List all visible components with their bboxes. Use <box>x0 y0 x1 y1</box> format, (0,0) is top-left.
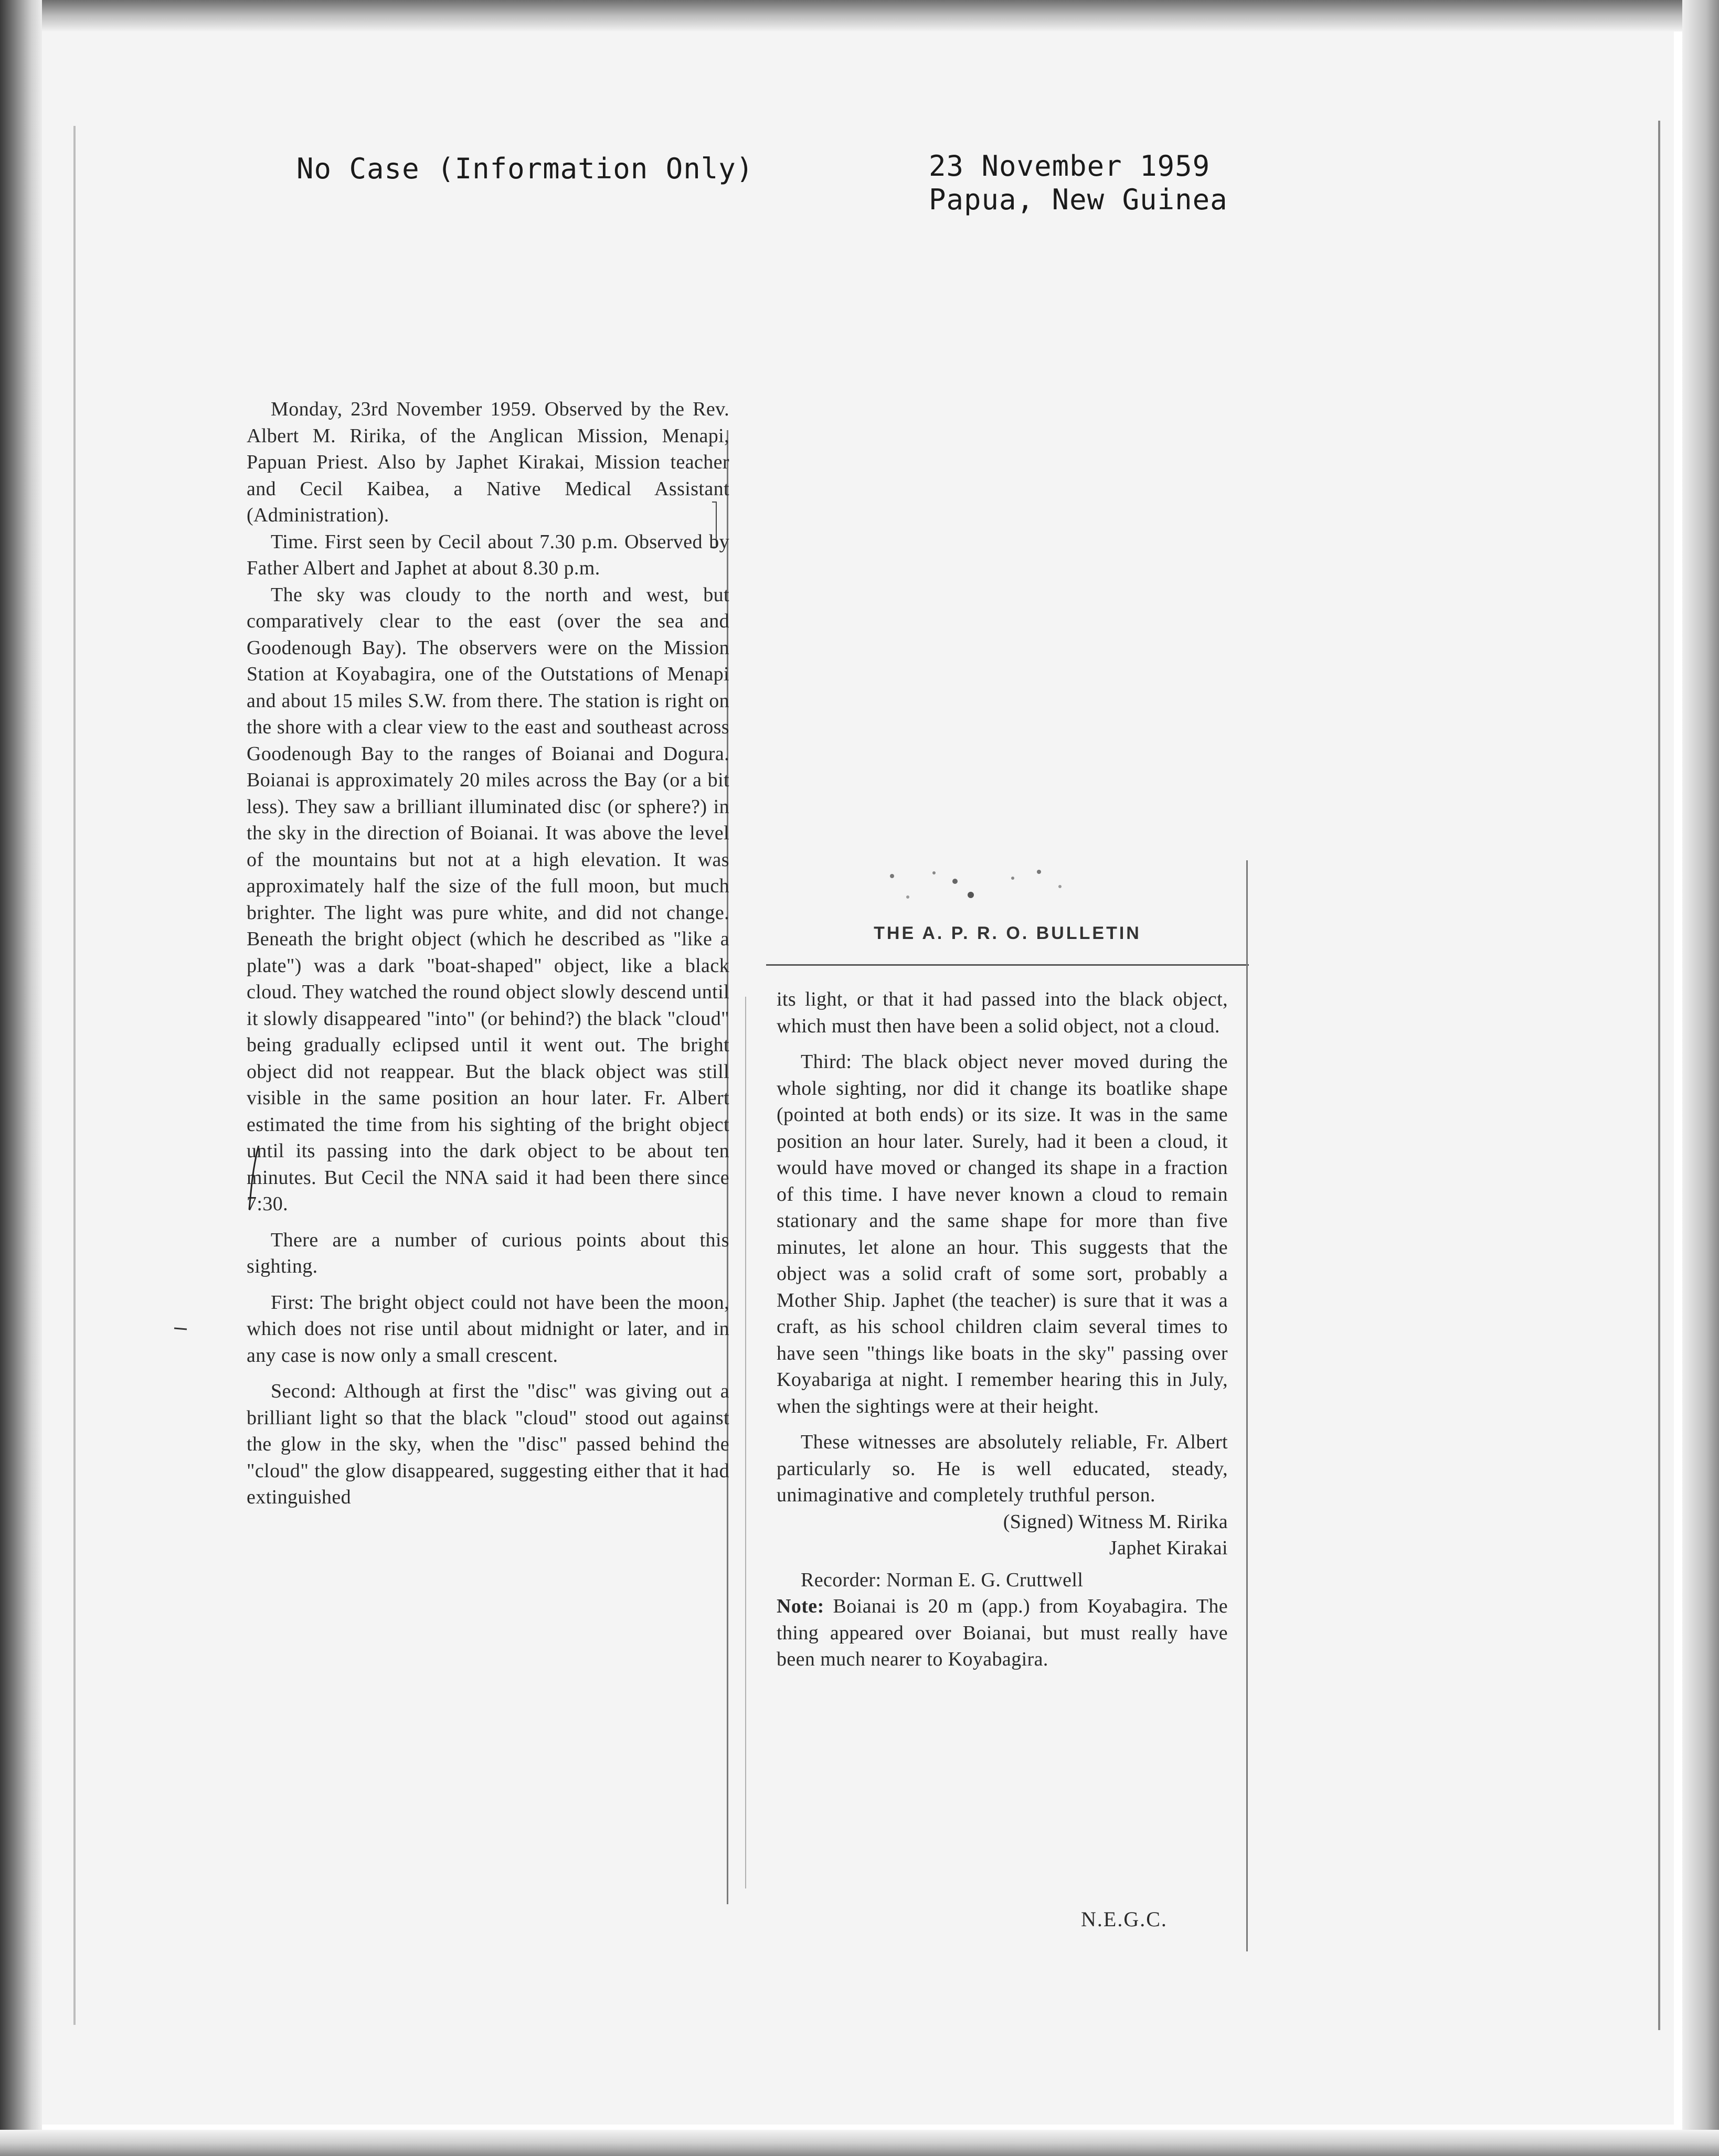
recorder-line: Recorder: Norman E. G. Cruttwell <box>801 1568 1084 1591</box>
article-paragraph: These witnesses are absolutely reliable, Fr. Albert particularly so. He is well educated, steady, unimaginative and completely truthful person. <box>777 1431 1228 1506</box>
recorder-initials: N.E.G.C. <box>1081 1907 1168 1931</box>
signed-witness-line-2: Japhet Kirakai <box>1109 1537 1228 1559</box>
bulletin-title: THE A. P. R. O. BULLETIN <box>874 923 1141 943</box>
article-paragraph: First: The bright object could not have been the moon, which does not rise until about midnight or later, and in any case is now only a small crescent. <box>247 1291 729 1367</box>
margin-pen-mark <box>244 1144 265 1212</box>
case-label: No Case (Information Only) <box>296 152 754 185</box>
bulletin-header-specks <box>876 866 1139 913</box>
clipping-edge-right <box>1246 860 1248 1951</box>
article-paragraph: Third: The black object never moved during the whole sighting, nor did it change its boatlike shape (pointed at both ends) or its size. It was in the same position an hour later. Surely, had it been a cloud, it would have moved or changed its shape in a fraction of this time. I have never known a cloud to remain stationary and the same shape for more than five minutes, let alone an hour. This suggests that the object was a solid craft of some sort, probably a Mother Ship. Japhet (the teacher) is sure that it was a craft, as his school children claim several times to have seen "things like boats in the sky" passing over Koyabariga at night. I remember hearing this in July, when the sightings were at their height. <box>777 1051 1228 1417</box>
article-paragraph: There are a number of curious points about this sighting. <box>247 1229 729 1277</box>
scan-shadow-right <box>1682 0 1719 2156</box>
recorder-note-block <box>777 1567 1228 1673</box>
scan-shadow-left <box>0 0 42 2156</box>
report-date: 23 November 1959 <box>929 150 1211 183</box>
report-location: Papua, New Guinea <box>929 183 1228 216</box>
article-paragraph: Monday, 23rd November 1959. Observed by the Rev. Albert M. Ririka, of the Anglican Mission, Menapi, Papuan Priest. Also by Japhet Kirakai, Mission teacher and Cecil Kaibea, a Native Medical Assistant (Administration). <box>247 398 729 526</box>
scan-shadow-bottom <box>0 2130 1719 2156</box>
clipping-right-column <box>777 986 1228 1673</box>
page-edge-left <box>73 126 76 2025</box>
signed-witness-line: (Signed) Witness M. Ririka <box>1003 1510 1228 1533</box>
clipping-edge-inner <box>745 997 746 1888</box>
article-paragraph: Time. First seen by Cecil about 7.30 p.m. Observed by Father Albert and Japhet at about 8.30 p.m. <box>247 530 729 579</box>
article-paragraph: Second: Although at first the "disc" was giving out a brilliant light so that the black "cloud" stood out against the glow in the sky, when the "disc" passed behind the "cloud" the glow disappeared, suggesting either that it had extinguished <box>247 1380 729 1508</box>
date-location <box>929 150 1228 217</box>
margin-tick-mark <box>173 1325 189 1332</box>
article-paragraph: The sky was cloudy to the north and west, but comparatively clear to the east (over the sea and Goodenough Bay). The observers were on the Mission Station at Koyabagira, one of the Outstations of Menapi and about 15 miles S.W. from there. The station is right on the shore with a clear view to the east and southeast across Goodenough Bay to the ranges of Boianai and Dogura. Boianai is approximately 20 miles across the Bay (or a bit less). They saw a brilliant illuminated disc (or sphere?) in the sky in the direction of Boianai. It was above the level of the mountains but not at a high elevation. It was approximately half the size of the full moon, but much brighter. The light was pure white, and did not change. Beneath the bright object (which he described as "like a plate") was a dark "boat-shaped" object, like a black cloud. They watched the round object slowly descend until it slowly disappeared "into" (or behind?) the black "cloud" being gradually eclipsed until it went out. The bright object did not reappear. But the black object was still visible in the same position an hour later. Fr. Albert estimated the time from his sighting of the bright object until its passing into the dark object to be about ten minutes. But Cecil the NNA said it had been there since 7:30. <box>247 583 729 1215</box>
clipping-left-column <box>247 396 729 1920</box>
bulletin-divider <box>766 964 1249 966</box>
article-paragraph: its light, or that it had passed into the black object, which must then have been a solid object, not a cloud. <box>777 988 1228 1037</box>
note-paragraph <box>777 1593 1228 1673</box>
note-text: Boianai is 20 m (app.) from Koyabagira. The thing appeared over Boianai, but must really have been much nearer to Koyabagira. <box>777 1595 1228 1670</box>
scan-shadow-top <box>0 0 1719 31</box>
signature-block <box>777 1509 1228 1562</box>
page-edge-right <box>1658 121 1660 2030</box>
note-label: Note: <box>777 1595 824 1617</box>
